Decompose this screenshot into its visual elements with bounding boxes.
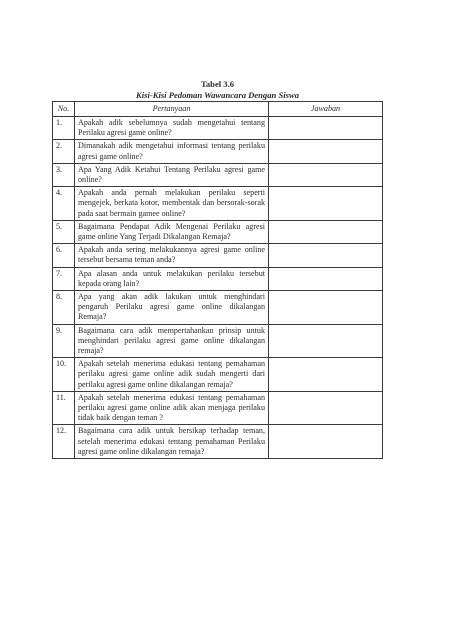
answer-cell bbox=[269, 140, 383, 163]
interview-grid-table bbox=[52, 101, 383, 459]
question-cell: Apa Yang Adik Ketahui Tentang Perilaku agresi game online? bbox=[75, 163, 269, 186]
header-answer: Jawaban bbox=[269, 102, 383, 117]
answer-cell bbox=[269, 425, 383, 459]
question-cell: Apakah setelah menerima edukasi tentang pemahaman perilaku agresi game online adik sudah mengerti dari perilaku agresi game online dikalangan remaja? bbox=[75, 358, 269, 392]
table-row bbox=[53, 291, 383, 325]
row-number: 12. bbox=[53, 425, 75, 459]
row-number: 2. bbox=[53, 140, 75, 163]
answer-cell bbox=[269, 163, 383, 186]
row-number: 5. bbox=[53, 220, 75, 243]
header-question: Pertanyaan bbox=[75, 102, 269, 117]
table-row bbox=[53, 220, 383, 243]
row-number: 7. bbox=[53, 267, 75, 290]
question-cell: Apakah anda pernah melakukan perilaku seperti mengejek, berkata kotor, membentak dan bersorak-sorak pada saat bermain gamee online? bbox=[75, 187, 269, 221]
row-number: 11. bbox=[53, 391, 75, 425]
answer-cell bbox=[269, 117, 383, 140]
question-cell: Apa yang akan adik lakukan untuk menghindari pengaruh Perilaku agresi game online dikalangan Remaja? bbox=[75, 291, 269, 325]
question-cell: Apakah anda sering melakukannya agresi game online tersebut bersama teman anda? bbox=[75, 244, 269, 267]
header-no: No. bbox=[53, 102, 75, 117]
answer-cell bbox=[269, 291, 383, 325]
row-number: 9. bbox=[53, 324, 75, 358]
question-cell: Bagaimana cara adik untuk bersikap terhadap teman, setelah menerima edukasi tentang pemahaman Perilaku agresi game online dikalangan remaja? bbox=[75, 425, 269, 459]
question-cell: Dimanakah adik mengetahui informasi tentang perilaku agresi game online? bbox=[75, 140, 269, 163]
row-number: 1. bbox=[53, 117, 75, 140]
answer-cell bbox=[269, 391, 383, 425]
table-row bbox=[53, 187, 383, 221]
answer-cell bbox=[269, 324, 383, 358]
table-title: Tabel 3.6 bbox=[200, 79, 235, 89]
answer-cell bbox=[269, 187, 383, 221]
row-number: 10. bbox=[53, 358, 75, 392]
question-cell: Bagaimana cara adik mempertahankan prinsip untuk menghindari perilaku agresi game online dikalangan remaja? bbox=[75, 324, 269, 358]
answer-cell bbox=[269, 244, 383, 267]
table-row bbox=[53, 358, 383, 392]
row-number: 6. bbox=[53, 244, 75, 267]
table-header-row bbox=[53, 102, 383, 117]
answer-cell bbox=[269, 267, 383, 290]
row-number: 4. bbox=[53, 187, 75, 221]
table-row bbox=[53, 117, 383, 140]
table-row bbox=[53, 244, 383, 267]
table-body bbox=[53, 117, 383, 459]
table-row bbox=[53, 425, 383, 459]
table-row bbox=[53, 140, 383, 163]
question-cell: Apakah adik sebelumnya sudah mengetahui tentang Perilaku agresi game online? bbox=[75, 117, 269, 140]
table-subtitle: Kisi-Kisi Pedoman Wawancara Dengan Siswa bbox=[136, 90, 299, 100]
question-cell: Bagaimana Pendapat Adik Mengenai Perilaku agresi game online Yang Terjadi Dikalangan Remaja? bbox=[75, 220, 269, 243]
question-cell: Apa alasan anda untuk melakukan perilaku tersebut kepada orang lain? bbox=[75, 267, 269, 290]
answer-cell bbox=[269, 358, 383, 392]
table-row bbox=[53, 163, 383, 186]
table-row bbox=[53, 324, 383, 358]
question-cell: Apakah setelah menerima edukasi tentang pemahaman perilaku agresi game online adik akan menjaga perilaku tidak baik dengan teman ? bbox=[75, 391, 269, 425]
row-number: 3. bbox=[53, 163, 75, 186]
row-number: 8. bbox=[53, 291, 75, 325]
answer-cell bbox=[269, 220, 383, 243]
table-row bbox=[53, 267, 383, 290]
table-row bbox=[53, 391, 383, 425]
